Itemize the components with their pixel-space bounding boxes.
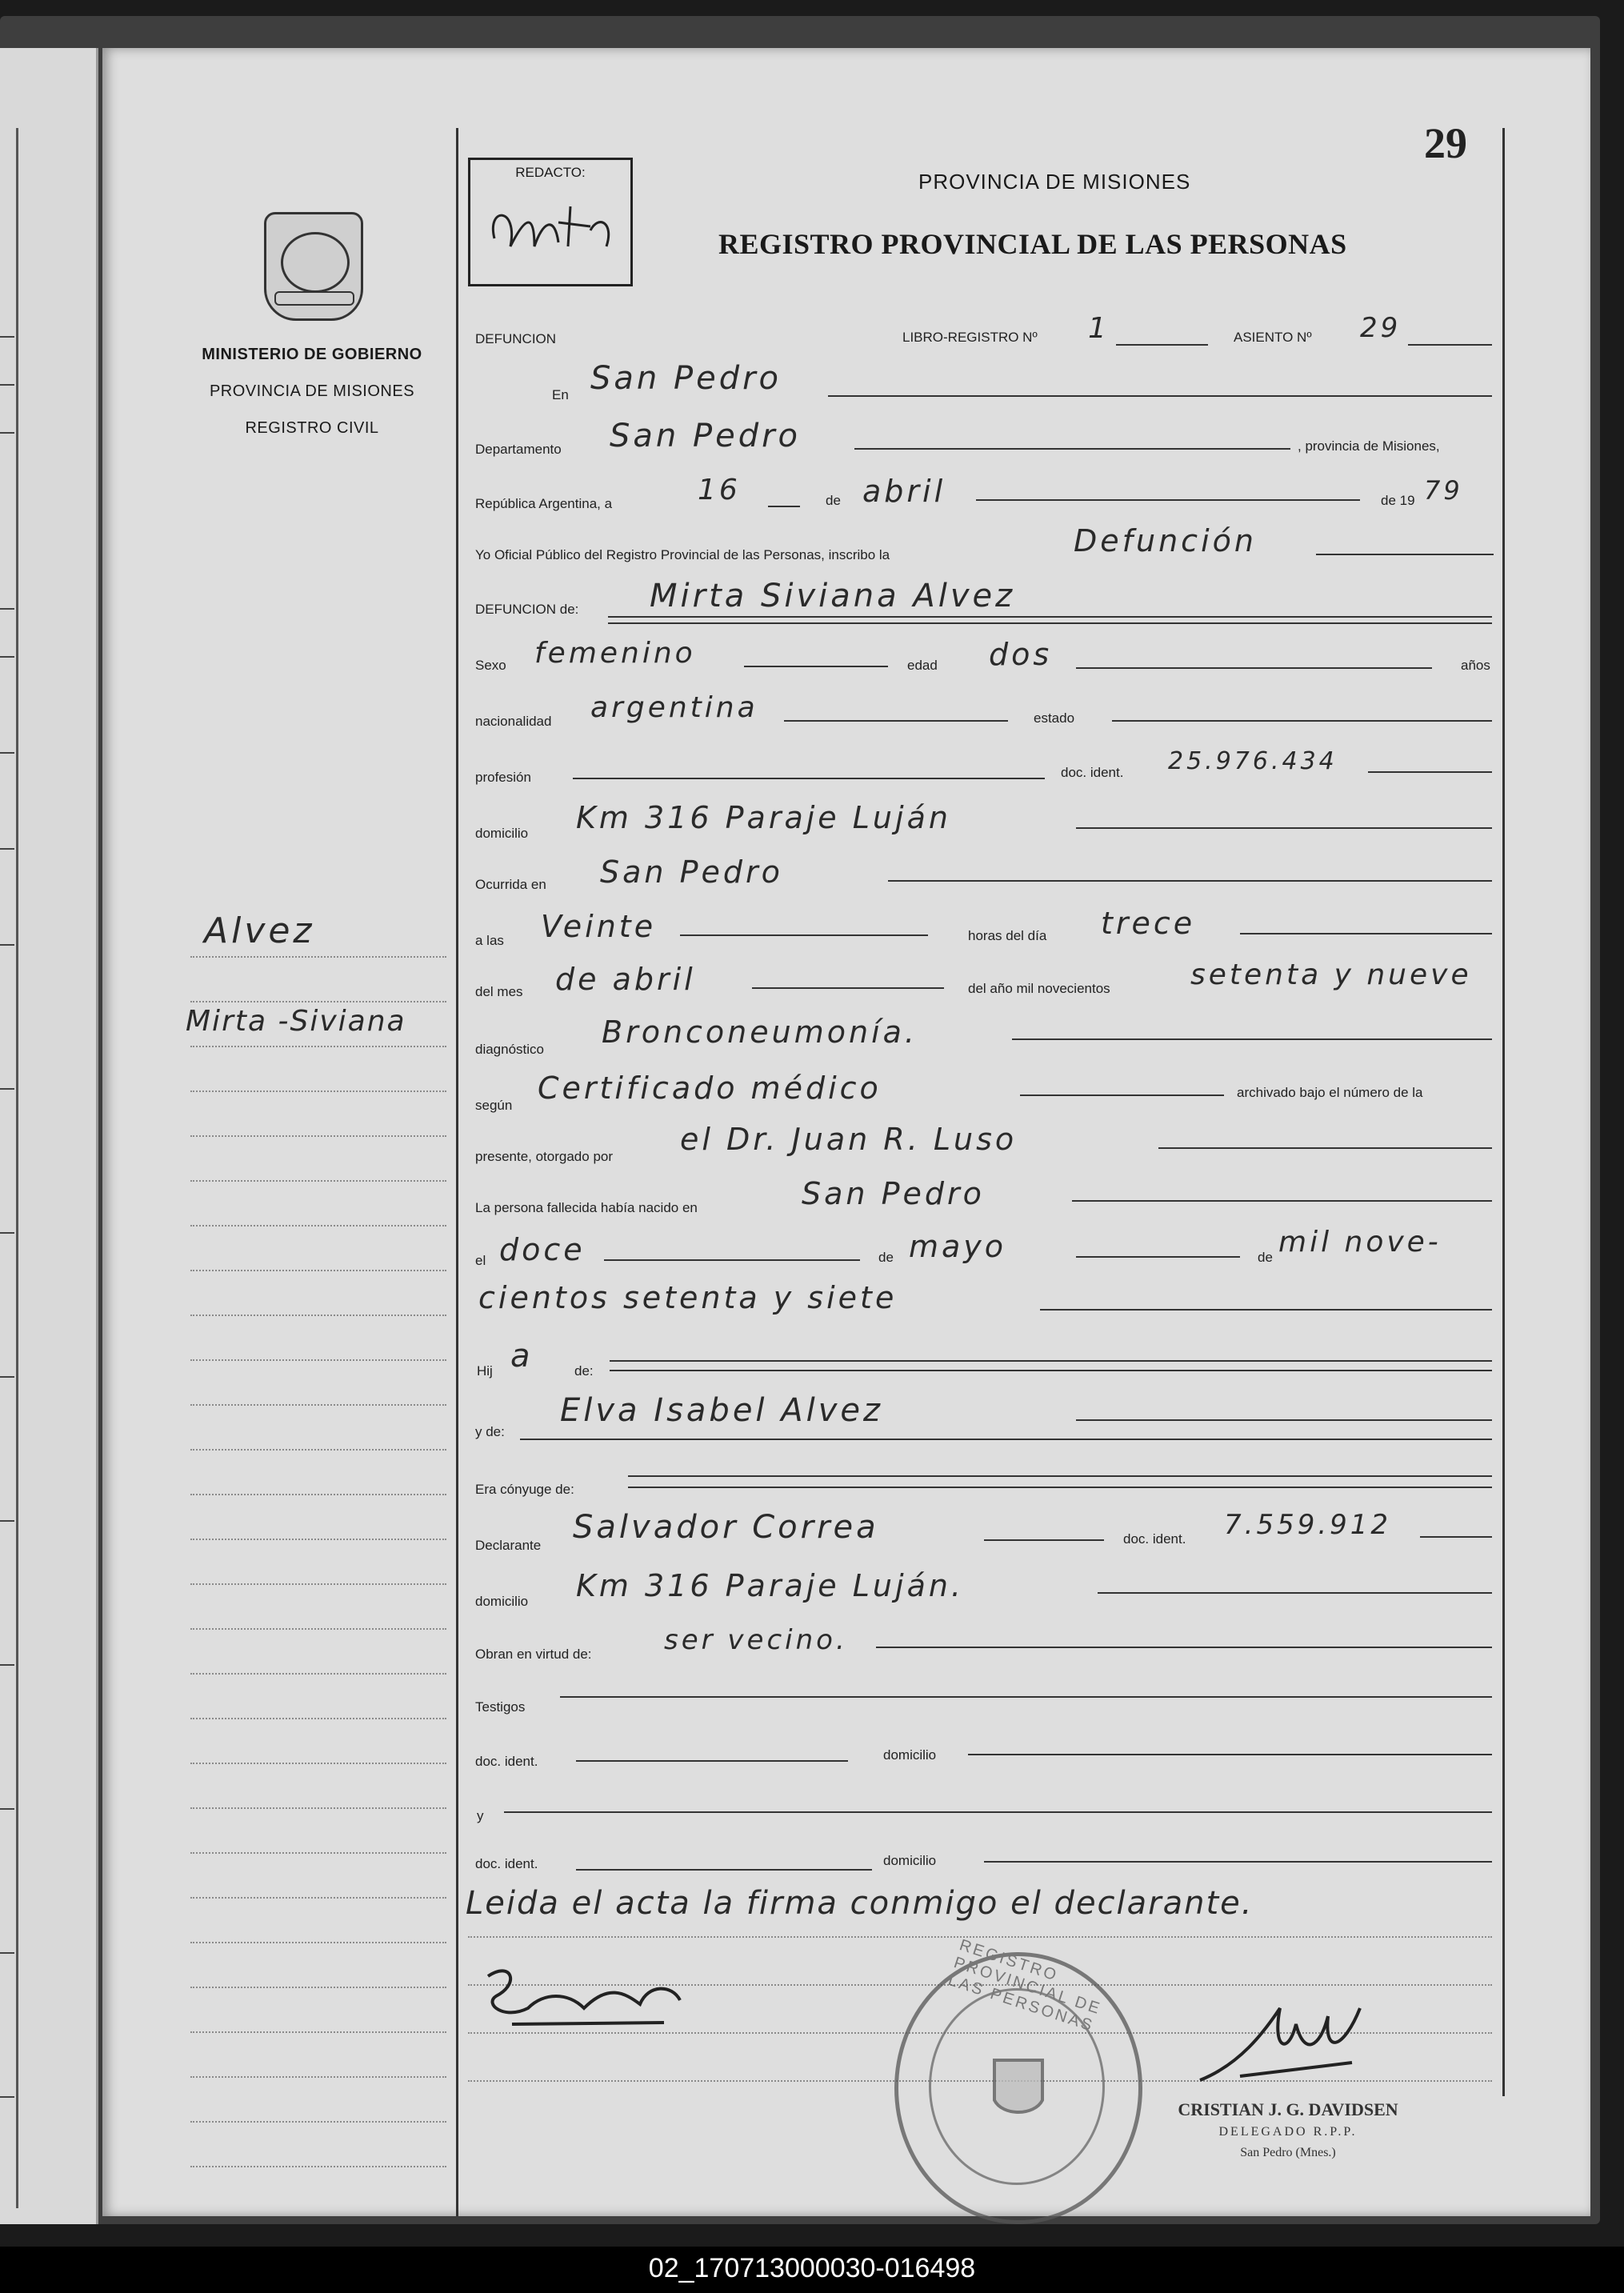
doc-ident-value: 25.976.434 [1168, 747, 1338, 775]
margin-rule-line [190, 1539, 446, 1540]
diagnostico-label: diagnóstico [475, 1042, 545, 1057]
province-title: PROVINCIA DE MISIONES [918, 170, 1191, 194]
libro-label: LIBRO-REGISTRO Nº [902, 330, 1038, 345]
diagnostico-value: Bronconeumonía. [602, 1014, 918, 1050]
margin-rule-line [190, 1942, 446, 1943]
sheet-number: 29 [1424, 119, 1467, 167]
doc-ident2-label: doc. ident. [1123, 1531, 1186, 1547]
edad-value: dos [989, 637, 1053, 672]
doc-ident4-label: doc. ident. [475, 1856, 538, 1871]
official-signature [1192, 2000, 1384, 2088]
declarante-label: Declarante [475, 1538, 542, 1553]
obran-label: Obran en virtud de: [475, 1647, 592, 1662]
margin-rule-line [190, 1135, 446, 1137]
de-19-label: de 19 [1381, 493, 1415, 508]
province-subheading: PROVINCIA DE MISIONES [209, 382, 415, 400]
form-rule-line [468, 1936, 1492, 1938]
margin-rule-line [190, 1807, 446, 1809]
doc-ident2-value: 7.559.912 [1224, 1509, 1392, 1541]
nacionalidad-value: argentina [590, 691, 758, 724]
horas-label: horas del día [968, 928, 1047, 943]
republica-label: República Argentina, a [475, 496, 613, 511]
redacto-stamp-box [468, 158, 633, 286]
doc-ident-label: doc. ident. [1061, 765, 1124, 780]
declarante-value: Salvador Correa [573, 1509, 879, 1546]
de-hij-label: de: [574, 1363, 594, 1379]
domicilio-value: Km 316 Paraje Luján [576, 800, 951, 835]
de3-label: de [1258, 1250, 1273, 1265]
closing-text: Leida el acta la firma conmigo el declarante. [466, 1885, 1254, 1922]
margin-surname: Alvez [204, 910, 315, 951]
domicilio2-value: Km 316 Paraje Luján. [576, 1568, 965, 1603]
inscribo-value: Defunción [1074, 523, 1257, 558]
margin-rule-line [190, 1852, 446, 1854]
yo-oficial-label: Yo Oficial Público del Registro Provincial de las Personas, inscribo la [475, 547, 890, 562]
anios-label: años [1461, 658, 1490, 673]
del-mes-label: del mes [475, 984, 523, 999]
margin-rule-line [190, 1583, 446, 1585]
y-de-value: Elva Isabel Alvez [560, 1392, 884, 1429]
obran-value: ser vecino. [664, 1624, 848, 1656]
de-label: de [826, 493, 841, 508]
seal-text: REGISTRO PROVINCIAL DE LAS PERSONAS [946, 1936, 1104, 2035]
a-las-value: Veinte [541, 909, 657, 944]
column-divider [456, 128, 458, 2216]
asiento-label: ASIENTO Nº [1234, 330, 1312, 345]
domicilio3-label: domicilio [883, 1747, 937, 1763]
a-las-label: a las [475, 933, 504, 948]
archivado-label: archivado bajo el número de la [1237, 1085, 1423, 1100]
margin-rule-line [190, 2076, 446, 2078]
sexo-label: Sexo [475, 658, 506, 673]
margin-rule-line [190, 1315, 446, 1316]
y-label: y [477, 1808, 484, 1823]
margin-rule-line [190, 1270, 446, 1271]
margin-rule-line [190, 2166, 446, 2167]
margin-rule-line [190, 1449, 446, 1451]
margin-rule-line [190, 1628, 446, 1630]
margin-rule-line [190, 1090, 446, 1092]
ministry-heading: MINISTERIO DE GOBIERNO [202, 346, 422, 363]
hij-label: Hij [477, 1363, 493, 1379]
el-value: doce [499, 1232, 586, 1267]
domicilio4-label: domicilio [883, 1853, 937, 1868]
ocurrida-label: Ocurrida en [475, 877, 546, 892]
margin-given-names: Mirta -Siviana [186, 1005, 406, 1038]
anio2-value: mil nove- [1278, 1226, 1442, 1259]
official-role: DELEGADO R.P.P. [1218, 2125, 1358, 2139]
segun-label: según [475, 1098, 513, 1113]
margin-rule-line [190, 1404, 446, 1406]
margin-rule-line [190, 1987, 446, 1988]
edad-label: edad [907, 658, 938, 673]
departamento-value: San Pedro [610, 418, 802, 454]
horas-value: trece [1101, 906, 1196, 941]
en-label: En [552, 387, 569, 402]
margin-rule-line [190, 1359, 446, 1361]
defuncion-heading: DEFUNCION [475, 331, 557, 346]
margin-rule-line [190, 1001, 446, 1002]
margin-rule-line [190, 1897, 446, 1899]
presente-label: presente, otorgado por [475, 1149, 614, 1164]
margin-rule-line [190, 1494, 446, 1495]
hij-value: a [510, 1338, 534, 1375]
el-label: el [475, 1253, 486, 1268]
estado-label: estado [1034, 710, 1075, 726]
right-margin-rule [1502, 128, 1505, 2096]
testigos-label: Testigos [475, 1699, 526, 1715]
margin-rule-line [190, 956, 446, 958]
seal-emblem-icon [986, 2052, 1050, 2124]
presente-value: el Dr. Juan R. Luso [680, 1122, 1018, 1157]
departamento-label: Departamento [475, 442, 562, 457]
en-value: San Pedro [590, 360, 782, 397]
nacido-label: La persona fallecida había nacido en [475, 1200, 698, 1215]
doc-ident3-label: doc. ident. [475, 1754, 538, 1769]
segun-value: Certificado médico [538, 1070, 882, 1106]
margin-rule-line [190, 1180, 446, 1182]
civil-registry-subheading: REGISTRO CIVIL [245, 419, 379, 437]
libro-value: 1 [1088, 312, 1110, 345]
margin-rule-line [190, 1225, 446, 1227]
nacionalidad-label: nacionalidad [475, 714, 552, 729]
redacto-initials-signature [478, 190, 622, 270]
domicilio-label: domicilio [475, 826, 529, 841]
margin-rule-line [190, 1046, 446, 1047]
margin-rule-line [190, 1718, 446, 1719]
sexo-value: femenino [534, 637, 696, 670]
defuncion-de-label: DEFUNCION de: [475, 602, 579, 617]
de2-label: de [878, 1250, 894, 1265]
y-de-label: y de: [475, 1424, 505, 1439]
dia-value: 16 [698, 474, 741, 506]
conyuge-label: Era cónyuge de: [475, 1482, 574, 1497]
image-identifier: 02_170713000030-016498 [648, 2253, 976, 2283]
defuncion-de-value: Mirta Siviana Alvez [650, 578, 1016, 614]
domicilio2-label: domicilio [475, 1594, 529, 1609]
official-seal [894, 1936, 1142, 2224]
profesion-label: profesión [475, 770, 531, 785]
left-strip-rule [16, 128, 18, 2208]
asiento-value: 29 [1360, 312, 1402, 344]
registry-title: REGISTRO PROVINCIAL DE LAS PERSONAS [718, 228, 1347, 260]
del-anio-label: del año mil novecientos [968, 981, 1110, 996]
official-name: CRISTIAN J. G. DAVIDSEN [1178, 2099, 1398, 2119]
official-place: San Pedro (Mnes.) [1240, 2146, 1336, 2159]
margin-rule-line [190, 1673, 446, 1675]
mes-value: abril [862, 474, 946, 509]
coat-of-arms-icon [264, 212, 363, 321]
mes2-value: mayo [909, 1229, 1007, 1264]
del-mes-value: de abril [555, 962, 696, 997]
continuation-value: cientos setenta y siete [478, 1280, 898, 1315]
previous-page-edge [0, 48, 98, 2224]
redacto-label: REDACTO: [515, 165, 586, 180]
ocurrida-value: San Pedro [600, 854, 783, 890]
del-anio-value: setenta y nueve [1190, 958, 1472, 991]
nacido-value: San Pedro [802, 1176, 985, 1211]
provincia-suffix: , provincia de Misiones, [1298, 438, 1440, 454]
margin-rule-line [190, 2031, 446, 2033]
margin-rule-line [190, 1763, 446, 1764]
anio-value: 79 [1424, 475, 1463, 506]
declarant-signature [480, 1960, 688, 2032]
margin-rule-line [190, 2121, 446, 2123]
